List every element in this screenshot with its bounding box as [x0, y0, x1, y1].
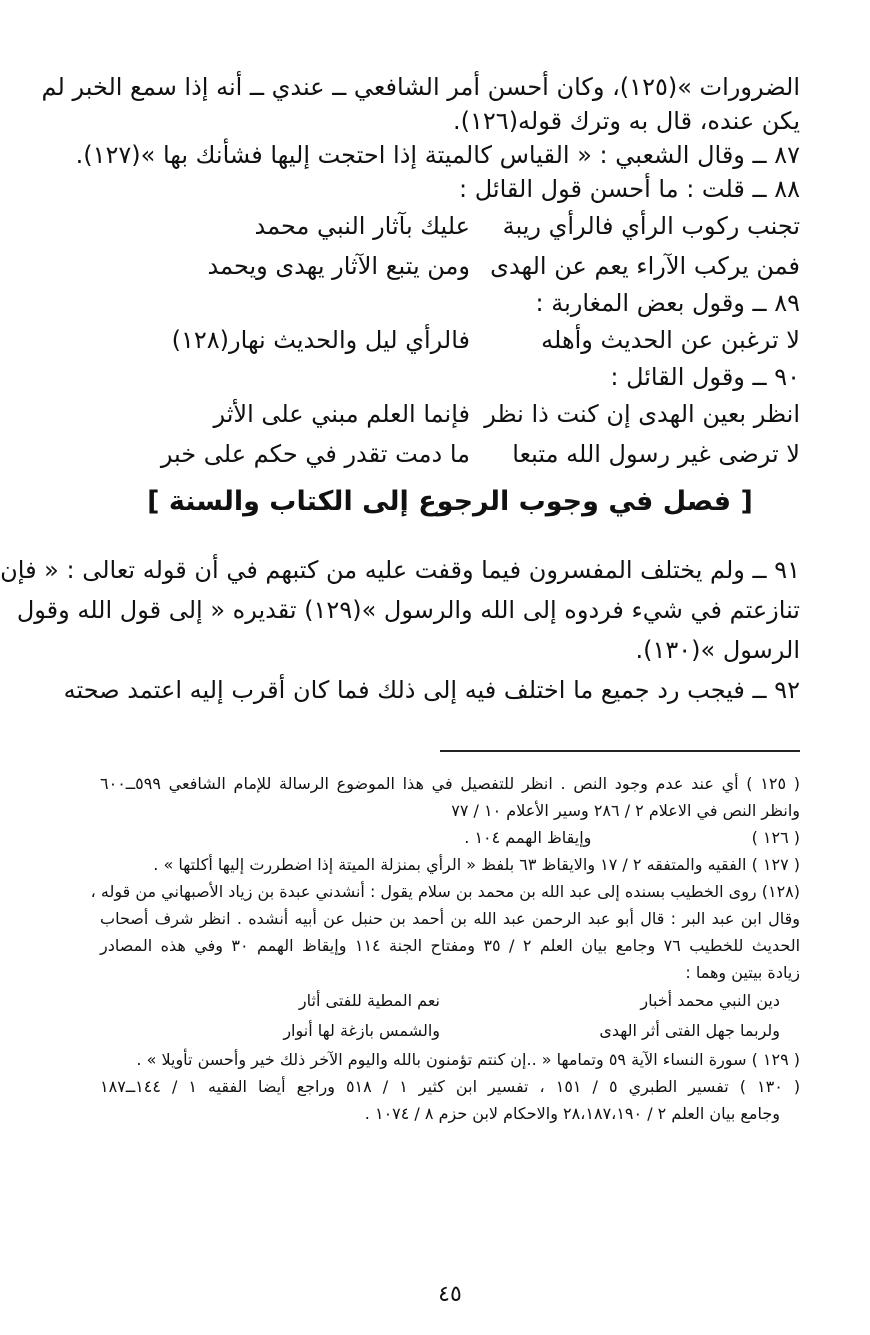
verse-second-hemistich: فإنما العلم مبني على الأثر — [213, 400, 470, 428]
body-line: تنازعتم في شيء فردوه إلى الله والرسول »(١٢٩) تقديره « إلى قول الله وقول — [16, 596, 800, 624]
paragraph-87: ٨٧ ــ وقال الشعبي : « القياس كالميتة إذا احتجت إليها فشأنك بها »(١٢٧). — [75, 141, 800, 169]
body-line: الرسول »(١٣٠). — [635, 636, 800, 664]
footnote-line: الحديث للخطيب ٧٦ وجامع بيان العلم ٢ / ٣٥ ومفتاح الجنة ١١٤ وإيقاظ الهمم ٣٠ وفي هذه المصادر — [100, 936, 801, 955]
footnote-line: زيادة بيتين وهما : — [685, 963, 800, 982]
verse-second-hemistich: ومن يتبع الآثار يهدى ويحمد — [207, 252, 470, 280]
footnote-125: ( ١٢٥ ) أي عند عدم وجود النص . انظر للتفصيل في هذا الموضوع الرسالة للإمام الشافعي ٥٩٩ــ٦٠٠ — [100, 774, 800, 793]
verse-line — [100, 394, 800, 434]
paragraph-88: ٨٨ ــ قلت : ما أحسن قول القائل : — [459, 175, 800, 203]
page-content — [0, 70, 801, 1127]
footnote-line: وقال ابن عبد البر : قال أبو عبد الرحمن عبد الله بن أحمد بن حنبل عن أبيه أنشده . انظر شرف أصحاب — [100, 909, 800, 928]
verse-second-hemistich: ما دمت تقدر في حكم على خبر — [160, 440, 470, 468]
footnote-129: ( ١٢٩ ) سورة النساء الآية ٥٩ وتمامها « ..إن كنتم تؤمنون بالله واليوم الآخر ذلك خير وأحسن تأويلا » . — [136, 1050, 800, 1069]
verse-second-hemistich: والشمس بازغة لها أنوار — [283, 1021, 440, 1040]
verse-first-hemistich: لا ترغبن عن الحديث وأهله — [541, 326, 800, 354]
verse-second-hemistich: عليك بآثار النبي محمد — [254, 212, 470, 240]
footnote-126 — [100, 824, 800, 851]
footnote-number: ( ١٢٦ ) — [751, 828, 800, 847]
verse-first-hemistich: تجنب ركوب الرأي فالرأي ريبة — [502, 212, 800, 240]
footnote-verse — [100, 986, 800, 1016]
verse-first-hemistich: انظر بعين الهدى إن كنت ذا نظر — [484, 400, 800, 428]
body-line: يكن عنده، قال به وترك قوله(١٢٦). — [453, 107, 800, 135]
verse-line — [100, 320, 800, 360]
verse-first-hemistich: دين النبي محمد أخبار — [640, 991, 780, 1010]
verse-line — [100, 206, 800, 246]
verse-first-hemistich: ولربما جهل الفتى أثر الهدى — [599, 1021, 780, 1040]
verse-first-hemistich: لا ترضى غير رسول الله متبعا — [512, 440, 800, 468]
footnote-line: وجامع بيان العلم ٢ / ٢٨،١٨٧،١٩٠ والاحكام لابن حزم ٨ / ١٠٧٤ . — [364, 1104, 780, 1123]
verse-line — [100, 246, 800, 286]
page-number: ٤٥ — [438, 1282, 462, 1307]
verse-line — [100, 434, 800, 474]
section-heading: [ فصل في وجوب الرجوع إلى الكتاب والسنة ] — [147, 486, 753, 517]
verse-second-hemistich: فالرأي ليل والحديث نهار(١٢٨) — [171, 326, 470, 354]
paragraph-90: ٩٠ ــ وقول القائل : — [610, 363, 800, 391]
footnote-line: وانظر النص في الاعلام ٢ / ٢٨٦ وسير الأعلام ١٠ / ٧٧ — [451, 801, 800, 820]
footnote-text: وإيقاظ الهمم ١٠٤ . — [464, 828, 592, 847]
paragraph-91: ٩١ ــ ولم يختلف المفسرون فيما وقفت عليه من كتبهم في أن قوله تعالى : « فإن — [0, 556, 800, 584]
footnote-128: (١٢٨) روى الخطيب بسنده إلى عبد الله بن محمد بن سلام يقول : أنشدني عبدة بن زياد الأصبهاني من قوله ، — [90, 882, 800, 901]
body-line: الضرورات »(١٢٥)، وكان أحسن أمر الشافعي ــ عندي ــ أنه إذا سمع الخبر لم — [41, 73, 800, 101]
paragraph-92: ٩٢ ــ فيجب رد جميع ما اختلف فيه إلى ذلك فما كان أقرب إليه اعتمد صحته — [63, 676, 800, 704]
paragraph-89: ٨٩ ــ وقول بعض المغاربة : — [535, 289, 800, 317]
verse-second-hemistich: نعم المطية للفتى أثار — [298, 991, 440, 1010]
footnote-divider — [440, 750, 800, 752]
footnote-127: ( ١٢٧ ) الفقيه والمتفقه ٢ / ١٧ والايقاظ ٦٣ بلفظ « الرأي بمنزلة الميتة إذا اضطررت إليها أكلتها » . — [153, 855, 800, 874]
footnote-130: ( ١٣٠ ) تفسير الطبري ٥ / ١٥١ ، تفسير ابن كثير ١ / ٥١٨ وراجع أيضا الفقيه ١ / ١٤٤ــ١٨٧ — [100, 1077, 801, 1096]
verse-first-hemistich: فمن يركب الآراء يعم عن الهدى — [490, 252, 800, 280]
footnote-verse — [100, 1016, 800, 1046]
